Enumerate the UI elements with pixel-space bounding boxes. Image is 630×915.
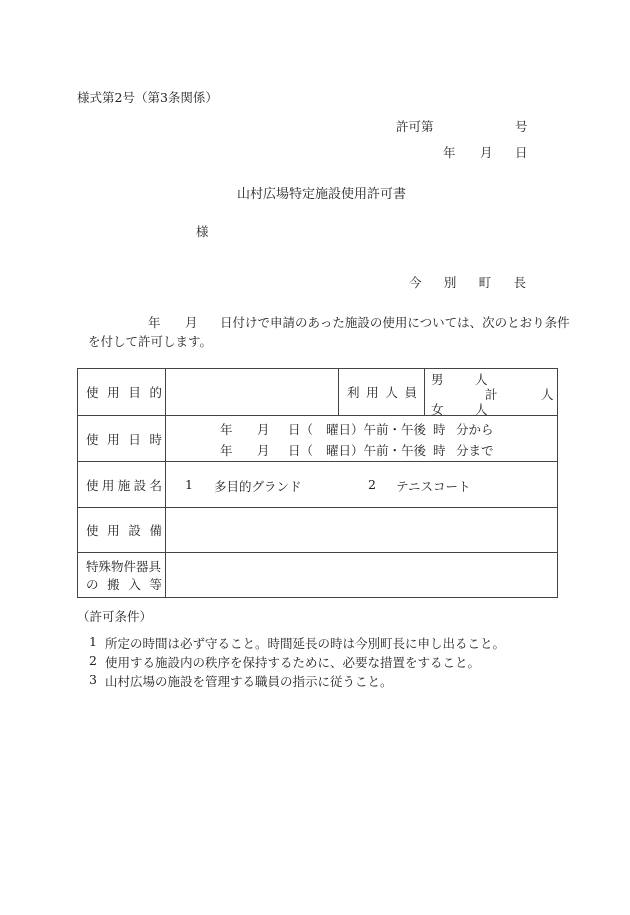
equipment-value[interactable] xyxy=(166,508,558,553)
addressee-suffix: 様 xyxy=(196,224,209,239)
permit-number-suffix: 号 xyxy=(515,119,528,134)
row-purpose xyxy=(78,369,558,416)
datetime-label: 使 用 日 時 xyxy=(78,416,166,462)
facility-label: 使 用 施 設 名 xyxy=(78,462,166,508)
row-equipment xyxy=(78,508,558,553)
permit-table xyxy=(77,368,558,598)
users-value[interactable]: 男 人 計 人 女 人 xyxy=(425,369,558,416)
body-month: 月 xyxy=(185,315,198,330)
conditions-header: （許可条件） xyxy=(77,609,153,624)
form-number: 様式第2号（第3条関係） xyxy=(77,90,218,105)
issuer: 今 別 町 長 xyxy=(409,275,526,290)
document-title: 山村広場特定施設使用許可書 xyxy=(237,187,407,202)
users-label: 利 用 人 員 xyxy=(339,369,425,416)
row-facility xyxy=(78,462,558,508)
condition-3: 山村広場の施設を管理する職員の指示に従うこと。 xyxy=(105,674,393,689)
facility-value[interactable] xyxy=(166,462,558,508)
condition-1-number: 1 xyxy=(89,634,97,649)
row-special-items xyxy=(78,553,558,598)
date-day: 日 xyxy=(515,145,528,160)
purpose-value[interactable] xyxy=(166,369,339,416)
special-items-label: 特殊物件器具 の 搬 入 等 xyxy=(78,553,166,598)
body-year: 年 xyxy=(148,315,161,330)
facility-option-1-number: 1 xyxy=(185,477,193,492)
condition-2-number: 2 xyxy=(89,653,97,668)
special-items-value[interactable] xyxy=(166,553,558,598)
facility-option-2[interactable]: テニスコート xyxy=(396,479,471,494)
condition-1: 所定の時間は必ず守ること。時間延長の時は今別町長に申し出ること。 xyxy=(105,636,506,651)
body-line2: を付して許可します。 xyxy=(88,334,213,349)
datetime-value[interactable]: 年 月 日（ 曜日）午前・午後 時 分から 年 月 日（ 曜日）午前・午後 時 分まで xyxy=(166,416,558,462)
facility-option-1[interactable]: 多目的グランド xyxy=(214,479,302,494)
date-year: 年 xyxy=(443,145,456,160)
condition-2: 使用する施設内の秩序を保持するために、必要な措置をすること。 xyxy=(105,655,481,670)
equipment-label: 使 用 設 備 xyxy=(78,508,166,553)
body-line1: 日付けで申請のあった施設の使用については、次のとおり条件 xyxy=(220,315,570,330)
condition-3-number: 3 xyxy=(89,672,97,687)
permit-number-prefix: 許可第 xyxy=(396,119,434,134)
facility-option-2-number: 2 xyxy=(368,477,376,492)
date-month: 月 xyxy=(480,145,493,160)
purpose-label: 使 用 目 的 xyxy=(78,369,166,416)
row-datetime xyxy=(78,416,558,462)
